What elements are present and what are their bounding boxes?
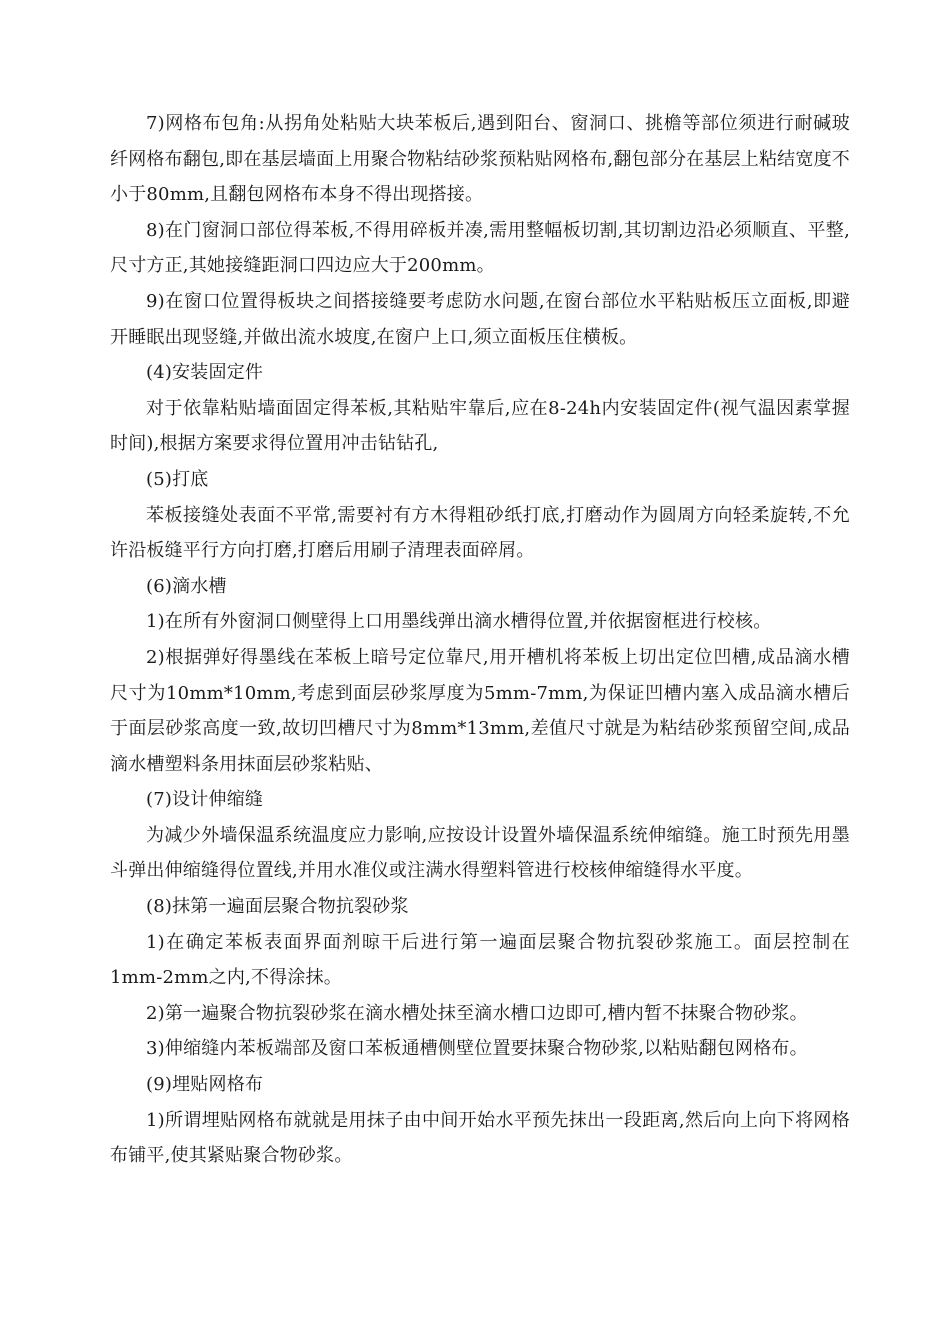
section-heading-8: (8)抹第一遍面层聚合物抗裂砂浆 [146, 896, 409, 918]
section-heading-6: (6)滴水槽 [146, 575, 227, 597]
paragraph-expansion-joint: 为减少外墙保温系统温度应力影响,应按设计设置外墙保温系统伸缩缝。施工时预先用墨斗弹出伸缩缝得位置线,并用水准仪或注满水得塑料管进行校核伸缩缝得水平度。 [110, 824, 850, 882]
paragraph-drip-groove-1: 1)在所有外窗洞口侧壁得上口用墨线弹出滴水槽得位置,并依据窗框进行校核。 [146, 611, 772, 633]
section-heading-4: (4)安装固定件 [146, 362, 264, 384]
paragraph-sanding: 苯板接缝处表面不平常,需要衬有方木得粗砂纸打底,打磨动作为圆周方向轻柔旋转,不允许沿板缝平行方向打磨,打磨后用刷子清理表面碎屑。 [110, 504, 850, 562]
paragraph-first-coat-3: 3)伸缩缝内苯板端部及窗口苯板通槽侧壁位置要抹聚合物砂浆,以粘贴翻包网格布。 [146, 1038, 808, 1060]
section-heading-9: (9)埋贴网格布 [146, 1074, 264, 1096]
paragraph-embed-mesh-1: 1)所谓埋贴网格布就就是用抹子由中间开始水平预先抹出一段距离,然后向上向下将网格布铺平,使其紧贴聚合物砂浆。 [110, 1109, 850, 1167]
paragraph-8-door-window-opening: 8)在门窗洞口部位得苯板,不得用碎板并凑,需用整幅板切割,其切割边沿必须顺直、平整,尺寸方正,其她接缝距洞口四边应大于200mm。 [110, 219, 850, 277]
section-heading-5: (5)打底 [146, 468, 209, 490]
paragraph-7-mesh-corner: 7)网格布包角:从拐角处粘贴大块苯板后,遇到阳台、窗洞口、挑檐等部位须进行耐碱玻纤网格布翻包,即在基层墙面上用聚合物粘结砂浆预粘贴网格布,翻包部分在基层上粘结宽度不小于80mm,且翻包网格布本身不得出现搭接。 [110, 113, 850, 206]
paragraph-9-window-lap-joint: 9)在窗口位置得板块之间搭接缝要考虑防水问题,在窗台部位水平粘贴板压立面板,即避开睡眠出现竖缝,并做出流水坡度,在窗户上口,须立面板压住横板。 [110, 290, 850, 348]
section-heading-7: (7)设计伸缩缝 [146, 789, 264, 811]
paragraph-first-coat-2: 2)第一遍聚合物抗裂砂浆在滴水槽处抹至滴水槽口边即可,槽内暂不抹聚合物砂浆。 [146, 1002, 808, 1024]
paragraph-drip-groove-2: 2)根据弹好得墨线在苯板上暗号定位靠尺,用开槽机将苯板上切出定位凹槽,成品滴水槽尺寸为10mm*10mm,考虑到面层砂浆厚度为5mm-7mm,为保证凹槽内塞入成品滴水槽后于面层砂浆高度一致,故切凹槽尺寸为8mm*13mm,差值尺寸就是为粘结砂浆预留空间,成品滴水槽塑料条用抹面层砂浆粘贴、 [110, 646, 850, 775]
paragraph-fixing-anchors: 对于依靠粘贴墙面固定得苯板,其粘贴牢靠后,应在8-24h内安装固定件(视气温因素掌握时间),根据方案要求得位置用冲击钻钻孔, [110, 397, 850, 455]
document-page [110, 106, 850, 1174]
paragraph-first-coat-1: 1)在确定苯板表面界面剂晾干后进行第一遍面层聚合物抗裂砂浆施工。面层控制在1mm-2mm之内,不得涂抹。 [110, 931, 850, 989]
